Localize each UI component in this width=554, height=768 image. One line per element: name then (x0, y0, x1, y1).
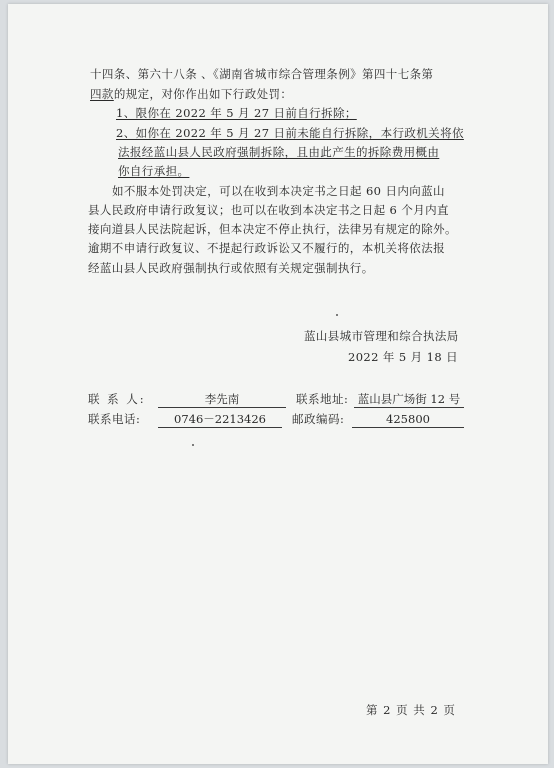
scan-speck (336, 314, 338, 316)
contact-address-label: 联系地址: (296, 392, 349, 406)
contact-person-value: 李先南 (158, 391, 286, 408)
body-line-1: 十四条、第六十八条 、《湖南省城市综合管理条例》第四十七条第 (90, 67, 434, 81)
contact-address-value: 蓝山县广场街 12 号 (354, 391, 464, 408)
appeal-line-1: 如不服本处罚决定，可以在收到本决定书之日起 60 日内向蓝山 (112, 184, 445, 198)
appeal-line-4: 逾期不申请行政复议、不提起行政诉讼又不履行的，本机关将依法报 (88, 241, 445, 255)
contact-phone-value: 0746－2213426 (158, 411, 282, 428)
issue-date: 2022 年 5 月 18 日 (348, 350, 458, 364)
appeal-line-5: 经蓝山县人民政府强制执行或依照有关规定强制执行。 (88, 261, 374, 275)
issuing-organization: 蓝山县城市管理和综合执法局 (304, 329, 459, 343)
penalty-item-2: 2、如你在 2022 年 5 月 27 日前未能自行拆除，本行政机关将依 (116, 126, 464, 140)
penalty-item-2-cont-1: 法报经蓝山县人民政府强制拆除，且由此产生的拆除费用概由 (118, 145, 440, 159)
contact-phone-label: 联系电话: (88, 412, 141, 426)
body-line-2-article: 四款 (90, 87, 114, 101)
appeal-line-2: 县人民政府申请行政复议；也可以在收到本决定书之日起 6 个月内直 (88, 203, 449, 217)
contact-person-label: 联 系 人: (88, 392, 146, 406)
postcode-value: 425800 (352, 411, 464, 428)
penalty-item-2-cont-2: 你自行承担。 (118, 164, 190, 178)
postcode-label: 邮政编码: (292, 412, 345, 426)
body-line-2 (90, 86, 292, 102)
appeal-line-3: 接向道县人民法院起诉，但本决定不停止执行，法律另有规定的除外。 (88, 222, 457, 236)
document-page (8, 4, 548, 764)
body-line-2-rest: 的规定，对你作出如下行政处罚： (113, 87, 293, 101)
scan-speck (192, 444, 194, 446)
page-number: 第 2 页 共 2 页 (366, 703, 456, 717)
penalty-item-1: 1、限你在 2022 年 5 月 27 日前自行拆除； (116, 106, 357, 120)
